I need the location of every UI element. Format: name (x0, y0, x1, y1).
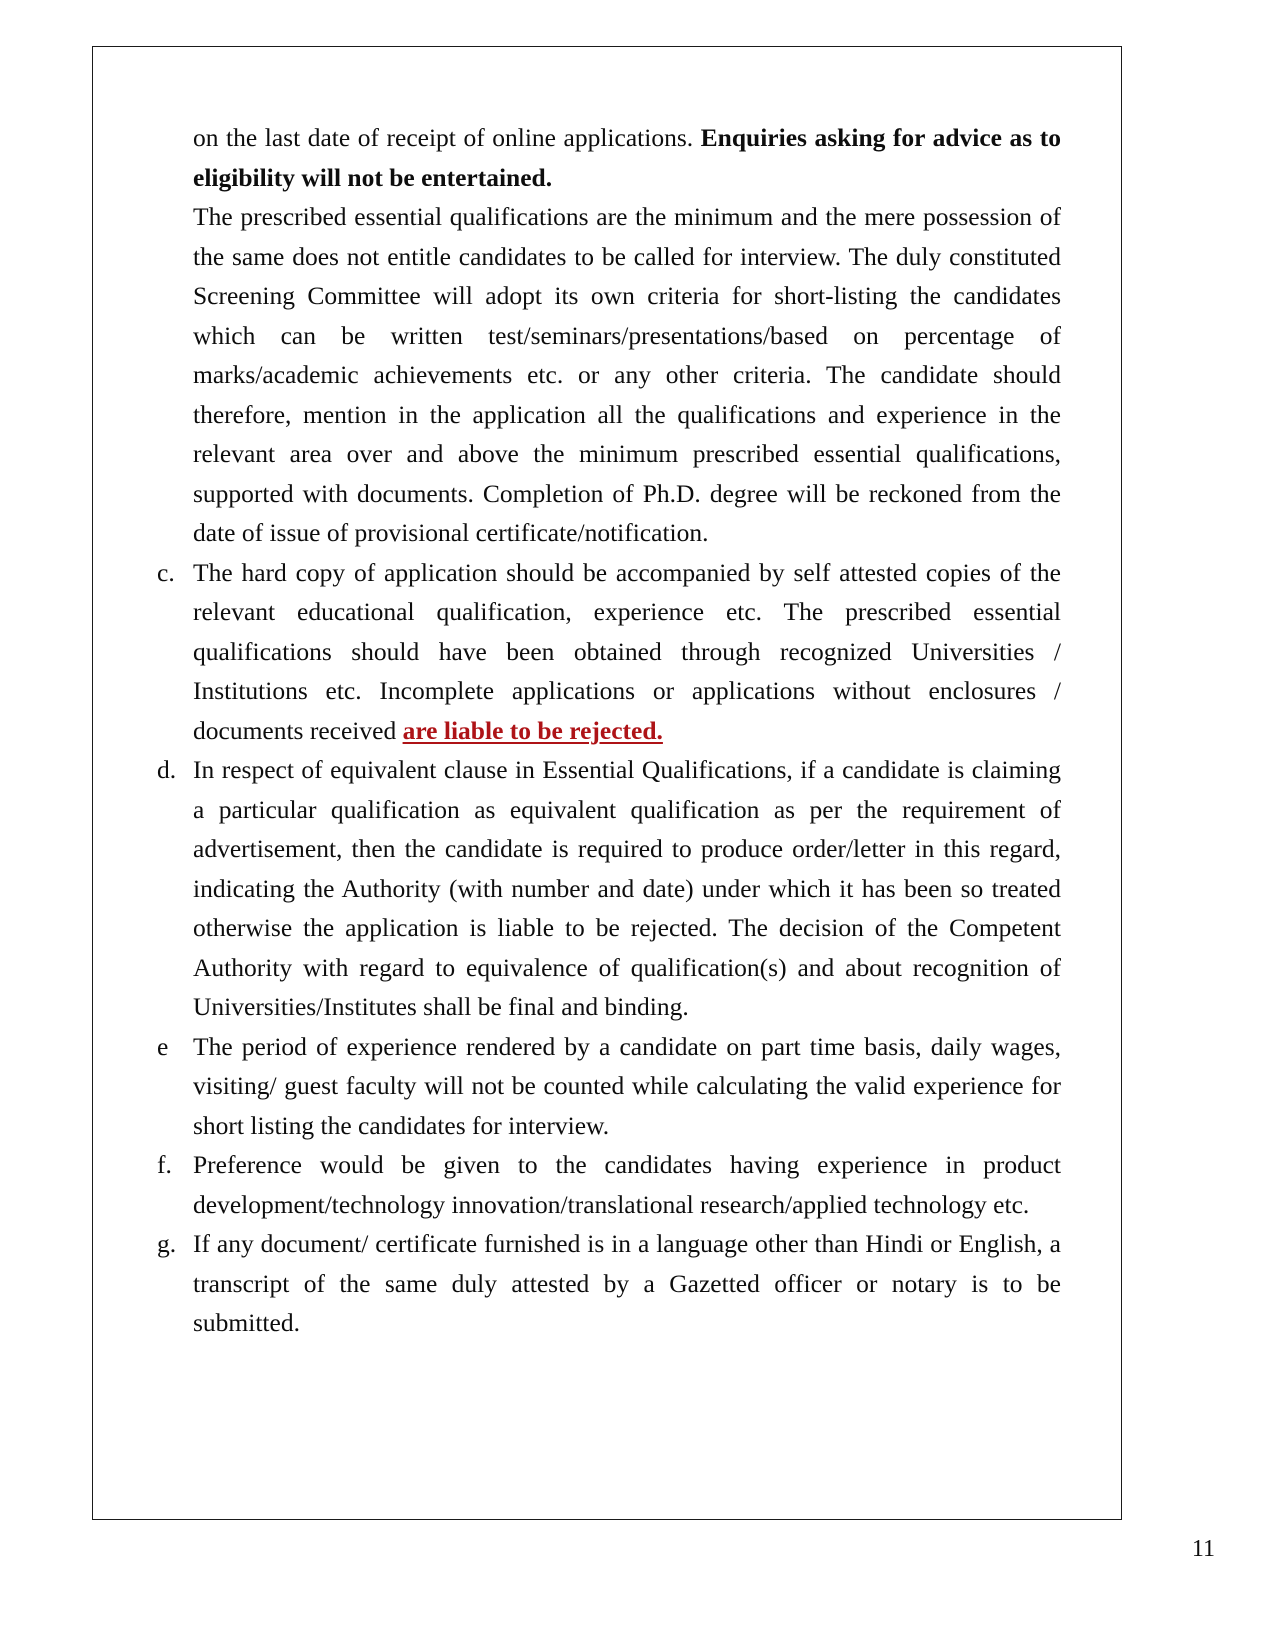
enquiries-bold-sentence: Enquiries asking for advice as to eligibility will not be entertained. (193, 123, 1061, 192)
list-item (155, 1145, 1061, 1224)
list-item (155, 1224, 1061, 1343)
list-item-c-text-before: The hard copy of application should be accompanied by self attested copies of the relevant educational qualification, experience etc. The prescribed essential qualifications should have been obtained through recognized Universities / Institutions etc. Incomplete applications or applications without enclosures / documents received (193, 557, 1061, 745)
continuation-paragraph (193, 118, 1061, 197)
list-marker-e: e (157, 1031, 169, 1061)
list-marker-f: f. (157, 1150, 172, 1179)
liable-to-be-rejected-highlight: are liable to be rejected. (402, 715, 663, 745)
list-item-e-text: The period of experience rendered by a candidate on part time basis, daily wages, visiting/ guest faculty will not be counted while calculating the valid experience for short listing the candidates for interview. (193, 1031, 1061, 1140)
continuation-lead-text: on the last date of receipt of online applications. (193, 123, 701, 152)
list-item (155, 553, 1061, 751)
list-item-c-text (193, 553, 1061, 751)
list-item (155, 750, 1061, 1027)
page-content (155, 118, 1061, 1343)
prescribed-qualifications-paragraph: The prescribed essential qualifications are the minimum and the mere possession of the same does not entitle candidates to be called for interview. The duly constituted Screening Committee will adopt its own criteria for short-listing the candidates which can be written test/seminars/presentations/based on percentage of marks/academic achievements etc. or any other criteria. The candidate should therefore, mention in the application all the qualifications and experience in the relevant area over and above the minimum prescribed essential qualifications, supported with documents. Completion of Ph.D. degree will be reckoned from the date of issue of provisional certificate/notification. (193, 202, 1061, 547)
list-item (155, 1027, 1061, 1146)
list-marker-d: d. (157, 755, 177, 784)
list-item-f-text: Preference would be given to the candidates having experience in product development/technology innovation/translational research/applied technology etc. (193, 1150, 1061, 1219)
list-item-d-text: In respect of equivalent clause in Essential Qualifications, if a candidate is claiming a particular qualification as equivalent qualification as per the requirement of advertisement, then the candidate is required to produce order/letter in this regard, indicating the Authority (with number and date) under which it has been so treated otherwise the application is liable to be rejected. The decision of the Competent Authority with regard to equivalence of qualification(s) and about recognition of Universities/Institutes shall be final and binding. (193, 755, 1061, 1021)
list-marker-g: g. (157, 1229, 177, 1258)
list-item-g-text: If any document/ certificate furnished is in a language other than Hindi or English, a transcript of the same duly attested by a Gazetted officer or notary is to be submitted. (193, 1229, 1061, 1337)
list-marker-c: c. (157, 557, 175, 587)
page-number: 11 (1191, 1536, 1215, 1562)
